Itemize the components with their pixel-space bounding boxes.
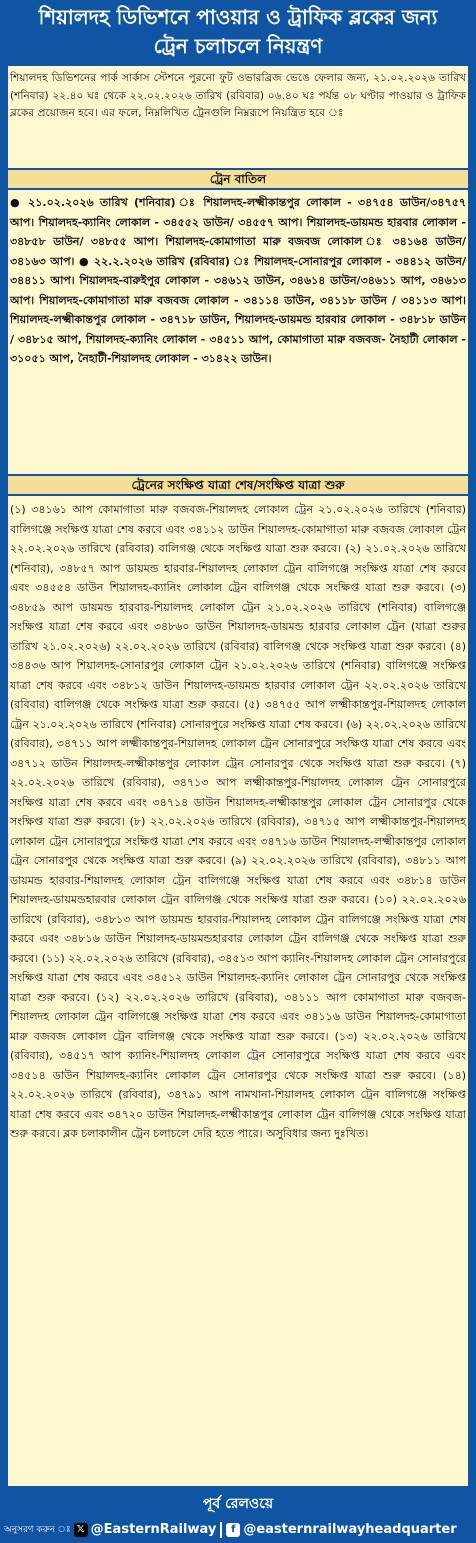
footer-org-name: পূর্ব রেলওয়ে (0, 1492, 476, 1516)
social-bar (0, 1516, 476, 1543)
cancel-section-heading: ট্রেন বাতিল (8, 168, 468, 190)
facebook-handle-link[interactable]: @easternrailwayheadquarter (243, 1522, 457, 1537)
notice-title-line2: ট্রেন চলাচলে নিয়ন্ত্রণ (153, 34, 323, 58)
x-handle-link[interactable]: @EasternRailway (90, 1522, 217, 1537)
facebook-logo-icon[interactable]: f (226, 1523, 240, 1537)
short-section-heading: ট্রেনের সংক্ষিপ্ত যাত্রা শেষ/সংক্ষিপ্ত যাত্রা শুরু (8, 474, 468, 496)
follow-label: অনুসরণ করুন ঃ (4, 1525, 71, 1535)
notice-header (0, 0, 476, 62)
notice-title-line1: শিয়ালদহ ডিভিশনে পাওয়ার ও ট্রাফিক ব্লকের জন্য (38, 5, 438, 29)
intro-paragraph: শিয়ালদহ ডিভিশনের পার্ক সার্কাস স্টেশনে পুরনো ফুট ওভারব্রিজ ভেঙে ফেলার জন্য, ২১.০২.২০২৬ তারিখ (শনিবার) ২২.৪০ ঘঃ থেকে ২২.০২.২০২৬ তারিখ (রবিবার) ০৬.৪০ ঘঃ পর্যন্ত ০৮ ঘণ্টার পাওয়ার ও ট্রাফিক ব্লকের প্রয়োজন হবে। এর ফলে, নিম্নলিখিত ট্রেনগুলি নিম্নরূপে নিয়ন্ত্রিত হবে ঃ (10, 72, 466, 119)
x-logo-icon[interactable]: 𝕏 (74, 1523, 88, 1537)
divider (220, 1522, 222, 1538)
short-section-text: (১) ৩৪১৬১ আপ কোমাগাতা মারু বজবজ-শিয়ালদহ লোকাল ট্রেন ২১.০২.২০২৬ তারিখে (শনিবার) বালিগঞ্জে সংক্ষিপ্ত যাত্রা শেষ করবে এবং ৩৪১১২ ডাউন শিয়ালদহ-কোমাগাতা মারু বজবজ লোকাল ট্রেন ২২.০২.২০২৬ তারিখে (রবিবার) বালিগঞ্জ থেকে সংক্ষিপ্ত যাত্রা শুরু করবে। (২) ২১.০২.২০২৬ তারিখে (শনিবার), ৩৪৮৫৭ আপ ডায়মন্ড হারবার-শিয়ালদহ লোকাল ট্রেন বালিগঞ্জে সংক্ষিপ্ত যাত্রা শেষ করবে এবং ৩৪৫৫৪ ডাউন শিয়ালদহ-ক্যানিং লোকাল ট্রেন বালিগঞ্জ থেকে সংক্ষিপ্ত যাত্রা শুরু করবে। (৩) ৩৪৮৫৯ আপ ডায়মন্ড হারবার-শিয়ালদহ লোকাল ট্রেন ২১.০২.২০২৬ তারিখে (শনিবার) বালিগঞ্জে সংক্ষিপ্ত যাত্রা শেষ করবে এবং ৩৪৮৬০ ডাউন শিয়ালদহ-ডায়মন্ড হারবার লোকাল ট্রেন (যাত্রা শুরুর তারিখ ২১.০২.২০২৬) ২২.০২.২০২৬ তারিখে (রবিবার) বালিগঞ্জ থেকে সংক্ষিপ্ত যাত্রা শুরু করবে। (৪) ৩৪৪৩৬ আপ শিয়ালদহ-সোনারপুর লোকাল ট্রেন ২১.০২.২০২৬ তারিখে (শনিবার) বালিগঞ্জে সংক্ষিপ্ত যাত্রা শেষ করবে এবং ৩৪৮১২ ডাউন শিয়ালদহ-ডায়মন্ড হারবার লোকাল ট্রেন ২২.০২.২০২৬ তারিখে (রবিবার) বালিগঞ্জ থেকে সংক্ষিপ্ত যাত্রা শুরু করবে। (৫) ৩৪৭৫৫ আপ লক্ষ্মীকান্তপুর-শিয়ালদহ লোকাল ট্রেন ২১.০২.২০২৬ তারিখে (শনিবার) সোনারপুরে সংক্ষিপ্ত যাত্রা শেষ করবে। (৬) ২২.০২.২০২৬ তারিখে (রবিবার), ৩৪৭১১ আপ লক্ষ্মীকান্তপুর-শিয়ালদহ লোকাল ট্রেন সোনারপুরে সংক্ষিপ্ত যাত্রা শেষ করবে এবং ৩৪৭১২ ডাউন শিয়ালদহ-লক্ষ্মীকান্তপুর লোকাল ট্রেন সোনারপুর থেকে সংক্ষিপ্ত যাত্রা শুরু করবে। (৭) ২২.০২.২০২৬ তারিখে (রবিবার), ৩৪৭১৩ আপ লক্ষ্মীকান্তপুর-শিয়ালদহ লোকাল ট্রেন সোনারপুরে সংক্ষিপ্ত যাত্রা শেষ করবে এবং ৩৪৭১৪ ডাউন শিয়ালদহ-লক্ষ্মীকান্তপুর লোকাল ট্রেন সোনারপুর থেকে সংক্ষিপ্ত যাত্রা শুরু করবে। (৮) ২২.০২.২০২৬ তারিখে (রবিবার), ৩৪৭১৫ আপ লক্ষ্মীকান্তপুর-শিয়ালদহ লোকাল ট্রেন সোনারপুরে সংক্ষিপ্ত যাত্রা শেষ করবে এবং ৩৪৭১৬ ডাউন শিয়ালদহ-লক্ষ্মীকান্তপুর লোকাল ট্রেন সোনারপুর থেকে সংক্ষিপ্ত যাত্রা শুরু করবে। (৯) ২২.০২.২০২৬ তারিখে (রবিবার), ৩৪৮১১ আপ ডায়মন্ড হারবার-শিয়ালদহ লোকাল ট্রেন বালিগঞ্জে সংক্ষিপ্ত যাত্রা শেষ করবে এবং ৩৪৮১৪ ডাউন শিয়ালদহ-ডায়মন্ডহারবার লোকাল ট্রেন বালিগঞ্জ থেকে সংক্ষিপ্ত যাত্রা শুরু করবে। (১০) ২২.০২.২০২৬ তারিখে (রবিবার), ৩৪৮১৩ আপ ডায়মন্ড হারবার-শিয়ালদহ লোকাল ট্রেন বালিগঞ্জে সংক্ষিপ্ত যাত্রা শেষ করবে এবং ৩৪৮১৬ ডাউন শিয়ালদহ-ডায়মন্ডহারবার লোকাল ট্রেন বালিগঞ্জ থেকে সংক্ষিপ্ত যাত্রা শুরু করবে। (১১) ২২.০২.২০২৬ তারিখে (রবিবার), ৩৪৫১৩ আপ ক্যানিং-শিয়ালদহ লোকাল ট্রেন সোনারপুরে সংক্ষিপ্ত যাত্রা শেষ করবে এবং ৩৪৫১২ ডাউন শিয়ালদহ-ক্যানিং লোকাল ট্রেন সোনারপুর থেকে সংক্ষিপ্ত যাত্রা শুরু করবে। (১২) ২২.০২.২০২৬ তারিখে (রবিবার), ৩৪১১১ আপ কোমাগাতা মারু বজবজ-শিয়ালদহ লোকাল ট্রেন বালিগঞ্জে সংক্ষিপ্ত যাত্রা শেষ করবে এবং ৩৪১১৬ ডাউন শিয়ালদহ-কোমাগাতা মারু বজবজ লোকাল ট্রেন বালিগঞ্জ থেকে সংক্ষিপ্ত যাত্রা শুরু করবে। (১৩) ২২.০২.২০২৬ তারিখে (রবিবার), ৩৪৫১৭ আপ ক্যানিং-শিয়ালদহ লোকাল ট্রেন সোনারপুরে সংক্ষিপ্ত যাত্রা শেষ করবে এবং ৩৪৫১৪ ডাউন শিয়ালদহ-ক্যানিং লোকাল ট্রেন সোনারপুর থেকে সংক্ষিপ্ত যাত্রা শুরু করবে। (১৪) ২২.০২.২০২৬ তারিখে (রবিবার), ৩৪৭৯১ আপ নামখানা-শিয়ালদহ লোকাল ট্রেন বালিগঞ্জে সংক্ষিপ্ত যাত্রা শেষ করবে এবং ৩৪৭২০ ডাউন শিয়ালদহ-লক্ষ্মীকান্তপুর লোকাল ট্রেন বালিগঞ্জ থেকে সংক্ষিপ্ত যাত্রা শুরু করবে। ব্লক চলাকালীন ট্রেন চলাচলে দেরি হতে পারে। অসুবিধার জন্য দুঃখিত। (10, 503, 466, 1140)
cancel-section-text: ● ২১.০২.২০২৬ তারিখ (শনিবার) ঃ শিয়ালদহ-লক্ষ্মীকান্তপুর লোকাল - ৩৪৭৫৪ ডাউন/৩৪৭৫৭ আপ। শিয়ালদহ-ক্যানিং লোকাল - ৩৪৫৫২ ডাউন/ ৩৪৫৫৭ আপ। শিয়ালদহ-ডায়মন্ড হারবার লোকাল - ৩৪৮৫৮ ডাউন/ ৩৪৮৫৫ আপ। শিয়ালদহ-কোমাগাতা মারু বজবজ লোকাল ঃ ৩৪১৬৪ ডাউন/৩৪১৬৩ আপ। ● ২২.২.২০২৬ তারিখ (রবিবার) ঃ শিয়ালদহ-সোনারপুর লোকাল - ৩৪৪১২ ডাউন/৩৪৪১১ আপ। শিয়ালদহ-বারুইপুর লোকাল - ৩৪৬১২ ডাউন, ৩৪৬১৪ ডাউন/৩৪৬১১ আপ, ৩৪৬১৩ আপ। শিয়ালদহ-কোমাগাতা মারু বজবজ লোকাল - ৩৪১১৪ ডাউন, ৩৪১১৮ ডাউন / ৩৪১১৩ আপ। শিয়ালদহ-লক্ষ্মীকান্তপুর লোকাল - ৩৪৭১৮ ডাউন, শিয়ালদহ-ডায়মন্ড হারবার লোকাল - ৩৪৮১৮ ডাউন / ৩৪৮১৫ আপ, শিয়ালদহ-ক্যানিং লোকাল - ৩৪৫১১ আপ, কোমাগাতা মারু বজবজ- নৈহাটী লোকাল - ৩১০৫১ আপ, নৈহাটী-শিয়ালদহ লোকাল - ৩১৪২২ ডাউন। (10, 196, 466, 365)
